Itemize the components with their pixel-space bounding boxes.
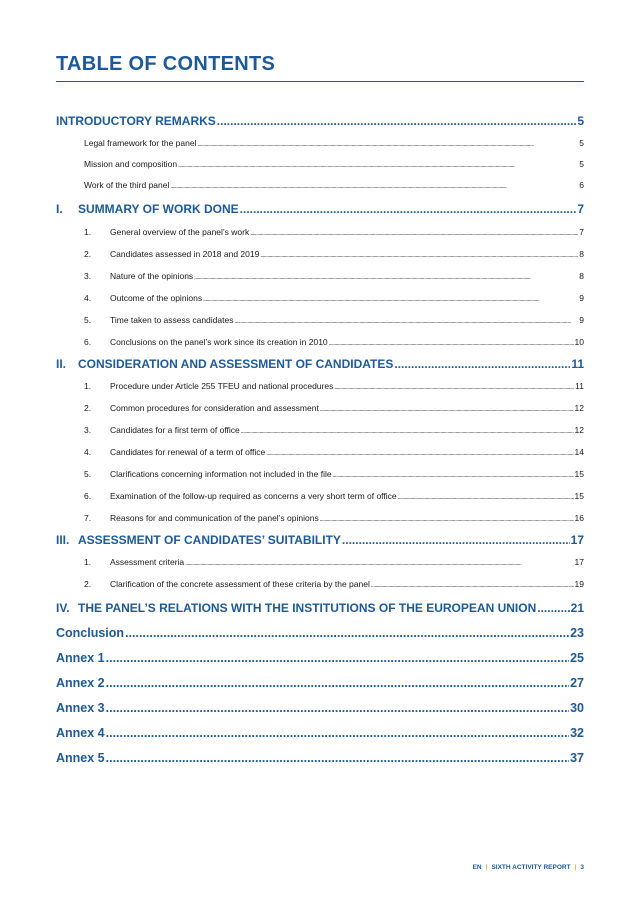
footer-separator-icon: | [485, 864, 488, 871]
toc-entry-label: Annex 2 [56, 676, 105, 690]
toc-entry-number: 6. [84, 491, 92, 501]
footer-separator-icon: | [574, 864, 577, 871]
toc-entry-label: Candidates assessed in 2018 and 2019 [110, 249, 260, 259]
toc-entry-label: Assessment criteria [110, 557, 185, 567]
dot-leader [241, 429, 574, 435]
toc-entry-label: CONSIDERATION AND ASSESSMENT OF CANDIDATES [78, 357, 394, 371]
dot-leader [266, 451, 573, 457]
toc-entry-label: Conclusions on the panel’s work since its creation in 2010 [110, 337, 328, 347]
toc-entry[interactable] [56, 315, 584, 325]
toc-entry-number: 1. [84, 381, 92, 391]
dot-leader [217, 114, 577, 128]
toc-entry-page: 25 [570, 651, 584, 665]
dot-leader [178, 163, 578, 169]
dot-leader [240, 202, 577, 216]
page-footer [473, 864, 584, 871]
toc-entry-page: 11 [575, 381, 584, 391]
toc-entry-page: 9 [579, 315, 584, 325]
toc-entry-annex-3[interactable] [56, 701, 584, 715]
toc-entry-label: Examination of the follow-up required as concerns a very short term of office [110, 491, 397, 501]
toc-entry-page: 16 [574, 513, 584, 523]
toc-entry-label: Legal framework for the panel [84, 138, 197, 148]
toc-entry-page: 8 [579, 271, 584, 281]
dot-leader [234, 319, 578, 325]
dot-leader [106, 751, 569, 765]
toc-entry-label: Procedure under Article 255 TFEU and national procedures [110, 381, 334, 391]
toc-entry[interactable] [56, 138, 584, 148]
toc-entry[interactable] [56, 337, 584, 347]
toc-entry-introductory-remarks[interactable] [56, 114, 584, 128]
toc-entry-page: 17 [574, 557, 584, 567]
dot-leader [106, 726, 569, 740]
toc-entry-label: General overview of the panel’s work [110, 227, 250, 237]
toc-entry-section-1[interactable] [56, 202, 584, 216]
dot-leader [398, 495, 574, 501]
toc-entry-label: Nature of the opinions [110, 271, 194, 281]
toc-entry-label: INTRODUCTORY REMARKS [56, 114, 216, 128]
toc-entry-label: Outcome of the opinions [110, 293, 203, 303]
dot-leader [185, 561, 573, 567]
toc-entry-label: THE PANEL’S RELATIONS WITH THE INSTITUTIONS OF THE EUROPEAN UNION [78, 601, 537, 615]
dot-leader [371, 583, 574, 589]
toc-entry-page: 5 [577, 114, 584, 128]
dot-leader [394, 357, 570, 371]
toc-entry-label: Work of the third panel [84, 180, 170, 190]
toc-entry-number: 3. [84, 425, 92, 435]
toc-entry-page: 12 [574, 425, 584, 435]
toc-entry-number: 6. [84, 337, 92, 347]
dot-leader [537, 601, 569, 615]
toc-entry-number: 4. [84, 447, 92, 457]
toc-entry-number: 5. [84, 315, 92, 325]
dot-leader [334, 385, 574, 391]
toc-entry-number: 5. [84, 469, 92, 479]
toc-entry-label: Conclusion [56, 626, 125, 640]
dot-leader [106, 651, 569, 665]
toc-entry-page: 19 [574, 579, 584, 589]
page-title: TABLE OF CONTENTS [56, 52, 584, 82]
toc-entry-page: 7 [577, 202, 584, 216]
toc-entry-number: 3. [84, 271, 92, 281]
toc-entry-number: III. [56, 533, 70, 547]
toc-entry-page: 8 [579, 249, 584, 259]
toc-entry-label: Clarifications concerning information not included in the file [110, 469, 332, 479]
toc-entry-label: Clarification of the concrete assessment of these criteria by the panel [110, 579, 370, 589]
footer-page-number: 3 [580, 864, 584, 871]
toc-entry-annex-5[interactable] [56, 751, 584, 765]
dot-leader [106, 701, 569, 715]
toc-entry[interactable] [56, 447, 584, 457]
toc-entry-label: Candidates for renewal of a term of office [110, 447, 266, 457]
dot-leader [333, 473, 574, 479]
toc-entry[interactable] [56, 249, 584, 259]
toc-entry-label: Annex 3 [56, 701, 105, 715]
toc-entry-section-2[interactable] [56, 357, 584, 371]
toc-entry[interactable] [56, 425, 584, 435]
toc-entry-page: 11 [571, 357, 584, 371]
dot-leader [125, 626, 569, 640]
toc-entry-label: Annex 1 [56, 651, 105, 665]
toc-entry-page: 27 [570, 676, 584, 690]
toc-entry-annex-1[interactable] [56, 651, 584, 665]
dot-leader [203, 297, 578, 303]
toc-entry[interactable] [56, 403, 584, 413]
toc-entry-label: Reasons for and communication of the panel’s opinions [110, 513, 319, 523]
toc-entry-page: 30 [570, 701, 584, 715]
dot-leader [320, 407, 574, 413]
toc-entry[interactable] [56, 381, 584, 391]
toc-entry-page: 12 [574, 403, 584, 413]
dot-leader [106, 676, 569, 690]
dot-leader [342, 533, 570, 547]
toc-entry-page: 37 [570, 751, 584, 765]
toc-entry-page: 5 [579, 159, 584, 169]
toc-entry-number: 7. [84, 513, 92, 523]
toc-entry-label: Mission and composition [84, 159, 178, 169]
toc-entry[interactable] [56, 159, 584, 169]
toc-entry-annex-2[interactable] [56, 676, 584, 690]
toc-entry-page: 14 [574, 447, 584, 457]
toc-entry-number: 2. [84, 249, 92, 259]
toc-entry-number: 1. [84, 227, 92, 237]
toc-entry[interactable] [56, 227, 584, 237]
dot-leader [260, 253, 578, 259]
dot-leader [197, 142, 578, 148]
toc-entry-conclusion[interactable] [56, 626, 584, 640]
toc-entry-annex-4[interactable] [56, 726, 584, 740]
toc-entry-page: 10 [574, 337, 584, 347]
toc-entry[interactable] [56, 513, 584, 523]
toc-entry[interactable] [56, 469, 584, 479]
toc-entry-page: 6 [579, 180, 584, 190]
toc-entry-page: 9 [579, 293, 584, 303]
toc-entry-number: 1. [84, 557, 92, 567]
toc-entry[interactable] [56, 579, 584, 589]
dot-leader [250, 231, 578, 237]
dot-leader [320, 517, 574, 523]
toc-entry-page: 15 [574, 469, 584, 479]
toc-entry-page: 32 [570, 726, 584, 740]
dot-leader [329, 341, 574, 347]
toc-entry[interactable] [56, 180, 584, 190]
toc-entry[interactable] [56, 293, 584, 303]
footer-report-name: SIXTH ACTIVITY REPORT [491, 864, 571, 871]
toc-entry-label: Candidates for a first term of office [110, 425, 240, 435]
toc-entry-number: 2. [84, 579, 92, 589]
toc-entry-label: Annex 4 [56, 726, 105, 740]
toc-entry-section-4[interactable] [56, 601, 584, 615]
toc-entry-page: 7 [579, 227, 584, 237]
toc-entry-label: Annex 5 [56, 751, 105, 765]
toc-entry-label: Common procedures for consideration and assessment [110, 403, 319, 413]
toc-entry-page: 5 [579, 138, 584, 148]
toc-entry-page: 15 [574, 491, 584, 501]
toc-entry-page: 23 [570, 626, 584, 640]
toc-entry-label: Time taken to assess candidates [110, 315, 234, 325]
toc-entry-label: ASSESSMENT OF CANDIDATES’ SUITABILITY [78, 533, 341, 547]
toc-entry-number: 4. [84, 293, 92, 303]
toc-entry[interactable] [56, 491, 584, 501]
toc-entry-number: II. [56, 357, 67, 371]
toc-entry-page: 21 [570, 601, 584, 615]
dot-leader [194, 275, 578, 281]
dot-leader [170, 184, 578, 190]
toc-entry-label: SUMMARY OF WORK DONE [78, 202, 239, 216]
footer-language: EN [472, 864, 482, 871]
toc-entry-number: IV. [56, 601, 70, 615]
toc-entry-section-3[interactable] [56, 533, 584, 547]
toc-entry-page: 17 [570, 533, 584, 547]
toc-entry-number: I. [56, 202, 63, 216]
toc-entry[interactable] [56, 557, 584, 567]
toc-entry[interactable] [56, 271, 584, 281]
toc-entry-number: 2. [84, 403, 92, 413]
